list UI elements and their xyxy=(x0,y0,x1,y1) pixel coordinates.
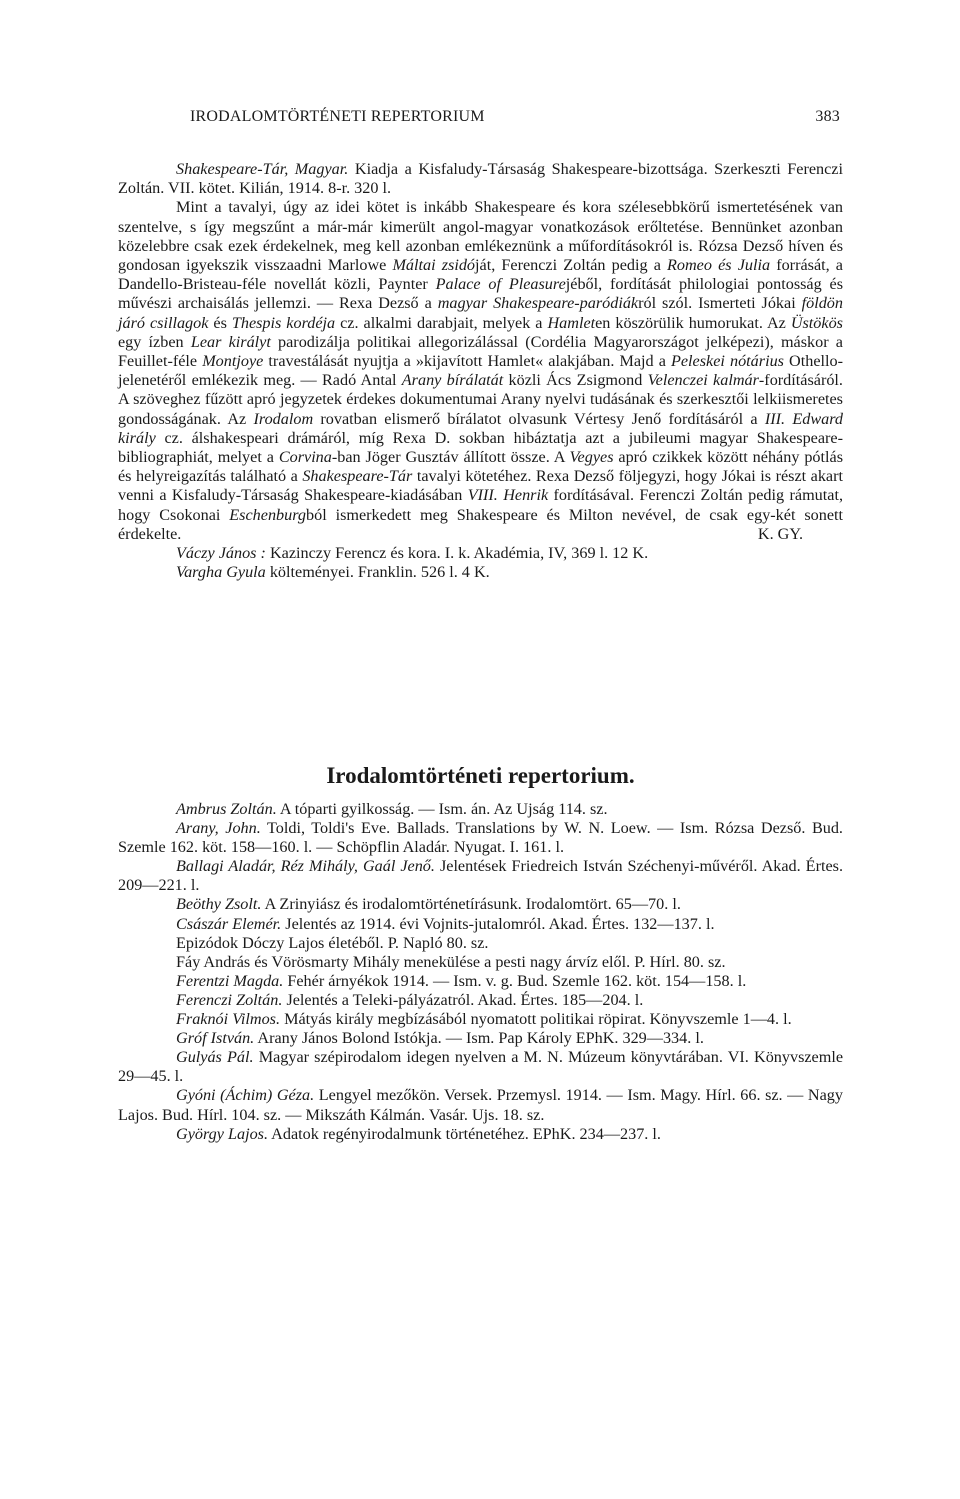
entry-author: György Lajos. xyxy=(176,1124,269,1143)
repertory-list xyxy=(118,800,843,1144)
review-text: egy ízben xyxy=(118,332,191,351)
review-text: és xyxy=(208,313,232,332)
entry-author: Gróf István. xyxy=(176,1029,255,1048)
repertory-entry xyxy=(118,934,843,953)
review-italic: Thespis kordéja xyxy=(231,313,336,332)
repertory-entry xyxy=(118,953,843,972)
citation-author: Váczy János : xyxy=(176,544,266,563)
citation-text: Kazinczy Ferencz és kora. I. k. Akadémia, IV, 369 l. 12 K. xyxy=(265,544,649,563)
entry-author: Fraknói Vilmos. xyxy=(176,1010,281,1029)
repertory-entry xyxy=(118,991,843,1010)
review-italic: VIII. Henrik xyxy=(467,486,549,505)
review-citation xyxy=(118,160,843,198)
review-italic: Irodalom xyxy=(253,409,314,428)
review-italic: Eschenburg xyxy=(229,505,307,524)
repertory-entry xyxy=(118,800,843,819)
review-text: jéből, fordítását philologiai pontosság és művészi archaisálás jellemzi. — Rexa Dezső a xyxy=(118,275,844,313)
page-number: 383 xyxy=(815,108,840,125)
entry-author: Arany, John. xyxy=(176,819,261,838)
review-text: ból ismerkedett meg Shakespeare és Milton nevével, de csak egy-két sonett érdekelte. xyxy=(118,505,843,543)
entry-text: Fáy András és Vörösmarty Mihály menekülése a pesti nagy árvíz elől. P. Hírl. 80. sz. xyxy=(176,952,726,971)
entry-author: Ferenczi Zoltán. xyxy=(176,990,283,1009)
review-text: fordításával. Ferenczi Zoltán pedig rámutat, hogy Csokonai xyxy=(118,486,843,524)
entry-text: Arany János Bolond Istókja. — Ism. Pap Károly EPhK. 329—334. l. xyxy=(254,1029,704,1048)
entry-author: Ferentzi Magda. xyxy=(176,971,284,990)
review-text: forrását, a Dandello-Bristeau-féle novellát közli, Paynter xyxy=(118,256,843,294)
repertory-entry xyxy=(118,1010,843,1029)
review-text: -fordításáról. A szöveghez fűzött apró jegyzetek érdekes dokumentumai Arany nyelvi tudásának és szerkesztői lelkiismeretes gondosságának. Az xyxy=(118,371,843,428)
citation-author: Vargha Gyula xyxy=(176,563,266,582)
review-section xyxy=(118,160,843,583)
citation-text: költeményei. Franklin. 526 l. 4 K. xyxy=(265,563,490,582)
entry-text: Adatok regényirodalmunk történetéhez. EPhK. 234—237. l. xyxy=(268,1124,661,1143)
repertory-entry xyxy=(118,1125,843,1144)
review-text: apró czikkek között néhány pótlás és helyreigazítás található a xyxy=(118,448,843,486)
repertory-entry xyxy=(118,915,843,934)
review-italic: magyar Shakespeare-paródiák xyxy=(437,294,639,313)
review-text: -ban Jöger Gusztáv állított össze. A xyxy=(331,448,570,467)
entry-text: Lengyel mezőkön. Versek. Przemysl. 1914. — Ism. Magy. Hírl. 66. sz. — Nagy Lajos. Bud. Hírl. 104. sz. — Mikszáth Kálmán. Vasár. Ujs. 18. sz. xyxy=(118,1086,843,1124)
entry-text: Fehér árnyékok 1914. — Ism. v. g. Bud. Szemle 162. köt. 154—158. l. xyxy=(283,971,747,990)
review-text: ról szól. Ismerteti Jókai xyxy=(638,294,802,313)
review-italic: Shakespeare-Tár xyxy=(302,467,413,486)
review-text: travestálását nyujtja a »kijavított Hamlet« alakjában. Majd a xyxy=(263,352,671,371)
review-signature: K. GY. xyxy=(757,525,803,544)
repertory-entry xyxy=(118,819,843,857)
review-italic: Lear királyt xyxy=(190,332,271,351)
section-heading: Irodalomtörténeti repertorium. xyxy=(326,763,635,788)
entry-text: A Zrinyiász és irodalomtörténetírásunk. Irodalomtört. 65—70. l. xyxy=(261,895,681,914)
review-italic: Vegyes xyxy=(569,448,614,467)
review-text: tavalyi kötetéhez. Rexa Dezső följegyzi, hogy Jókai is részt akart venni a Kisfaludy-Társaság Shakespeare-kiadásában xyxy=(118,467,844,505)
repertory-entry xyxy=(118,1086,843,1124)
entry-author: Beöthy Zsolt. xyxy=(176,895,262,914)
entry-text: Toldi, Toldi's Eve. Ballads. Translations by W. N. Loew. — Ism. Rózsa Dezső. Bud. Szemle 162. köt. 158—160. l. — Schöpflin Aladár. Nyugat. I. 161. l. xyxy=(118,819,843,857)
review-italic: Hamlet xyxy=(547,313,596,332)
repertory-entry xyxy=(118,1029,843,1048)
running-title: IRODALOMTÖRTÉNETI REPERTORIUM xyxy=(190,108,485,125)
review-title: Shakespeare-Tár, Magyar. xyxy=(176,160,349,178)
review-italic: Corvina xyxy=(278,448,332,467)
review-text: Mint a tavalyi, úgy az idei kötet is inkább Shakespeare és kora szélesebbkörű ismertetésének van szentelve, s így megszűnt a már-már kimerült angol-magyar vonatkozások erőltetése. Bennünket azonban közelebbre csak ezek érdekelnek, meg kell azonban emlékeznünk a műfordításokról is. Rózsa Dezső híven és gondosan igyekszik visszaadni Marlowe xyxy=(118,198,843,275)
entry-text: Epizódok Dóczy Lajos életéből. P. Napló 80. sz. xyxy=(176,933,489,952)
review-text: közli Ács Zsigmond xyxy=(503,371,648,390)
repertory-entry xyxy=(118,1048,843,1086)
entry-author: Császár Elemér. xyxy=(176,914,282,933)
review-italic: Palace of Pleasure xyxy=(435,275,566,294)
review-italic: Peleskei nótárius xyxy=(670,352,784,371)
entry-author: Gyóni (Áchim) Géza. xyxy=(176,1086,315,1105)
review-italic: Montjoye xyxy=(202,352,264,371)
repertory-entry xyxy=(118,972,843,991)
review-citation xyxy=(118,544,843,563)
entry-author: Ambrus Zoltán. xyxy=(176,800,277,818)
review-text: rovatban elismerő bírálatot olvasunk Vértesy Jenő fordításáról a xyxy=(313,409,765,428)
repertory-entry xyxy=(118,895,843,914)
entry-text: Mátyás király megbízásából nyomatott politikai röpirat. Könyvszemle 1—4. l. xyxy=(280,1010,792,1029)
review-text: en köszörülik humorukat. Az xyxy=(595,313,791,332)
entry-text: Jelentések Friedreich István Széchenyi-művéről. Akad. Értes. 209—221. l. xyxy=(118,857,843,895)
review-text: Othello-jelenetéről emlékezik meg. — Radó Antal xyxy=(118,352,844,390)
review-text: ját, Ferenczi Zoltán pedig a xyxy=(475,256,668,275)
repertory-entry xyxy=(118,857,843,895)
entry-text: Jelentés a Teleki-pályázatról. Akad. Értes. 185—204. l. xyxy=(282,990,644,1009)
review-citation xyxy=(118,563,843,582)
review-text: parodizálja politikai allegorizálással (Cordélia Magyarországot jelképezi), máskor a Feuillet-féle xyxy=(118,332,843,371)
entry-author: Ballagi Aladár, Réz Mihály, Gaál Jenő. xyxy=(176,857,435,876)
review-paragraph xyxy=(118,198,843,544)
entry-text: Magyar szépirodalom idegen nyelven a M. N. Múzeum könyvtárában. VI. Könyvszemle 29—45. l. xyxy=(118,1048,844,1086)
review-text: cz. álshakespeari drámáról, míg Rexa D. sokban hibáztatja azt a jubileumi magyar Shakespeare-bibliographiát, melyet a xyxy=(118,428,843,467)
review-italic: Üstökös xyxy=(790,313,843,332)
entry-author: Gulyás Pál. xyxy=(176,1048,254,1067)
review-text: cz. alkalmi darabjait, melyek a xyxy=(335,313,548,332)
entry-text: Jelentés az 1914. évi Vojnits-jutalomról. Akad. Értes. 132—137. l. xyxy=(281,914,715,933)
review-citation-text: Kiadja a Kisfaludy-Társaság Shakespeare-bizottsága. Szerkeszti Ferenczi Zoltán. VII. kötet. Kilián, 1914. 8-r. 320 l. xyxy=(118,160,843,198)
review-italic: Velenczei kalmár xyxy=(647,371,759,390)
review-italic: Romeo és Julia xyxy=(667,256,771,275)
review-italic: Máltai zsidó xyxy=(392,256,476,275)
review-italic: Arany bírálatát xyxy=(401,371,504,390)
review-italic: földön járó csillagok xyxy=(118,294,843,332)
entry-text: A tóparti gyilkosság. — Ism. án. Az Ujság 114. sz. xyxy=(276,800,608,818)
review-italic: III. Edward király xyxy=(118,409,844,447)
